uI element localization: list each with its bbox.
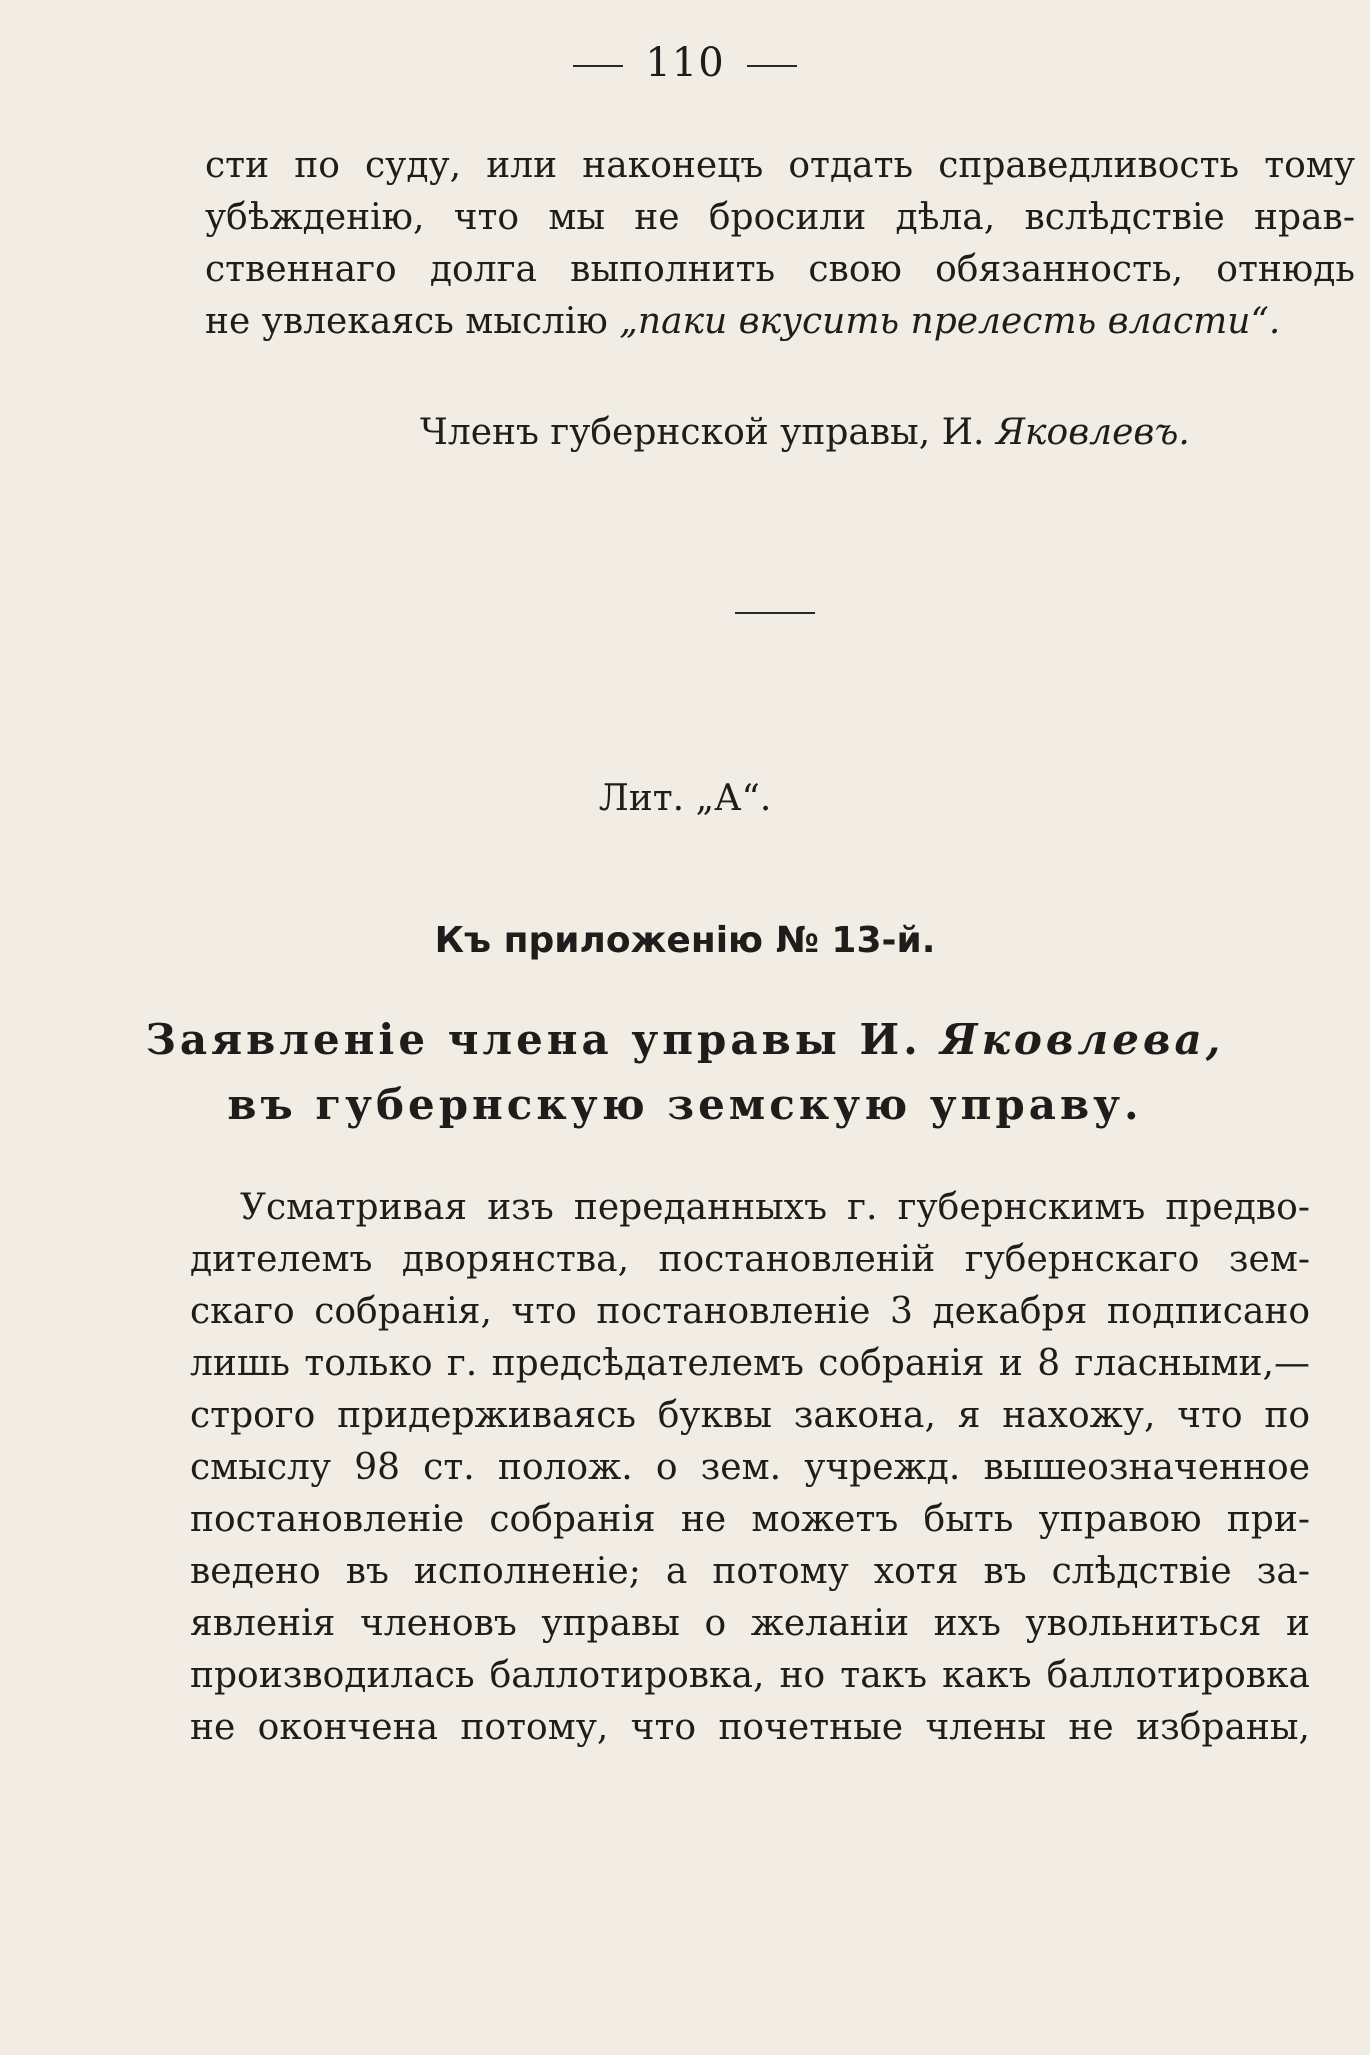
right-dash — [747, 65, 797, 67]
body-line: постановленіе собранія не можетъ быть управою при- — [190, 1499, 1310, 1540]
paragraph-last-line — [205, 296, 1355, 348]
body-line: скаго собранія, что постановленіе 3 декабря подписано — [190, 1291, 1310, 1332]
body-line: ведено въ исполненіе; а потому хотя въ слѣдствіе за- — [190, 1551, 1310, 1592]
heading-plain: Заявленіе члена управы И. — [145, 1015, 941, 1064]
paragraph-line: убѣжденію, что мы не бросили дѣла, вслѣдствіе нрав- — [205, 197, 1355, 238]
italic-quote: „паки вкусить прелесть власти“. — [619, 301, 1281, 342]
body-line: лишь только г. предсѣдателемъ собранія и 8 гласными,— — [190, 1343, 1310, 1384]
plain-text: не увлекаясь мыслію — [205, 301, 620, 342]
signature-name: Яковлевъ. — [995, 412, 1190, 453]
heading-italic-name: Яковлева, — [940, 1015, 1225, 1064]
body-line: Усматривая изъ переданныхъ г. губернскимъ предво- — [240, 1187, 1310, 1228]
signature-title: Членъ губернской управы, И. — [420, 412, 996, 453]
page-number-header — [0, 40, 1370, 86]
heading-line-1 — [0, 1015, 1370, 1064]
body-line: не окончена потому, что почетные члены не избраны, — [190, 1707, 1310, 1748]
body-line: явленія членовъ управы о желаніи ихъ увольниться и — [190, 1603, 1310, 1644]
body-line: дителемъ дворянства, постановленій губернскаго зем- — [190, 1239, 1310, 1280]
lit-label: Лит. „А“. — [598, 778, 772, 819]
heading-line-2: въ губернскую земскую управу. — [227, 1080, 1143, 1129]
paragraph-line: сти по суду, или наконецъ отдать справедливость тому — [205, 145, 1355, 186]
paragraph-line: ственнаго долга выполнить свою обязанность, отнюдь — [205, 249, 1355, 290]
section-divider — [735, 612, 815, 614]
body-line: строго придерживаясь буквы закона, я нахожу, что по — [190, 1395, 1310, 1436]
left-dash — [573, 65, 623, 67]
body-line: смыслу 98 ст. полож. о зем. учрежд. вышеозначенное — [190, 1447, 1310, 1488]
body-line: производилась баллотировка, но такъ какъ баллотировка — [190, 1655, 1310, 1696]
signature — [420, 412, 1190, 453]
appendix-reference: Къ приложенію № 13-й. — [434, 920, 936, 961]
page-number: 110 — [645, 40, 725, 86]
